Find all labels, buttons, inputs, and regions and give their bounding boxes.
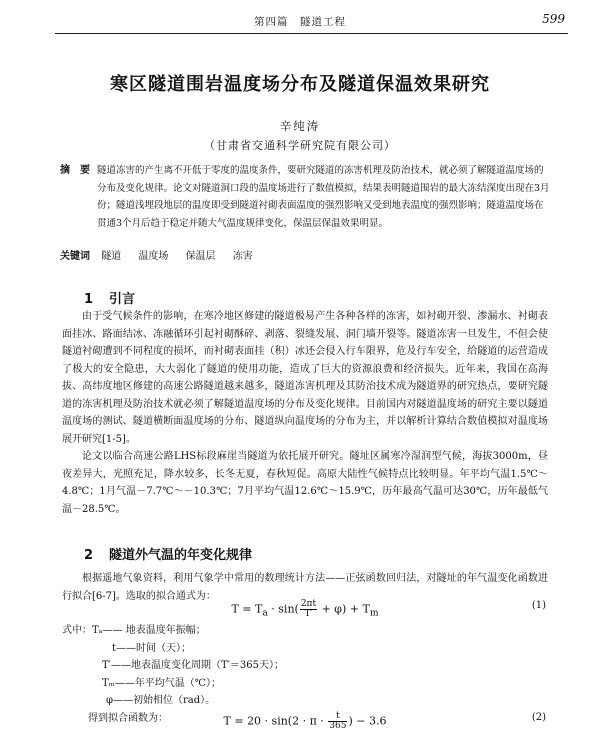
definition-row <box>62 692 548 710</box>
paper-title: 寒区隧道围岩温度场分布及隧道保温效果研究 <box>110 74 490 95</box>
eq-part: T = 20 · sin(2 · π · <box>223 714 328 728</box>
fit-label: 得到拟合函数为： <box>88 712 168 724</box>
keywords-label: 关键词 <box>60 251 90 262</box>
abstract <box>60 162 552 232</box>
section-number: 1 <box>84 292 94 307</box>
def-description: ——时间（天）； <box>116 642 192 654</box>
def-description: —— 地表温度年振幅； <box>102 625 206 636</box>
section-title: 引言 <box>109 292 136 307</box>
def-symbol: Tₐ <box>92 625 103 636</box>
header-rule <box>55 33 568 34</box>
paragraph: 论文以临合高速公路LHS标段麻崖当隧道为依托展开研究。隧址区属寒冷湿润型气候，海拔3000m，昼夜差异大，光照充足，降水较多，长冬无夏，春秋短促。高原大陆性气候特点比较明显。年平均气温1.5℃～4.8℃；1月气温－7.7℃～－10.3℃；7月平均气温12.6℃～15.9℃，历年最高气温可达30℃，历年最低气温－28.5℃。 <box>62 451 548 515</box>
definitions-intro: 式中： <box>62 625 92 636</box>
def-symbol: φ <box>106 695 114 706</box>
paragraph: 由于受气候条件的影响，在寒冷地区修建的隧道极易产生各种各样的冻害，如衬砌开裂、渗漏水、衬砌表面挂冰、路面结冰、冻融循环引起衬砌酥碎、剥落、裂缝发展、洞门墙开裂等。隧道冻害一旦发生，不但会使隧道衬砌遭到不同程度的损坏，而衬砌表面挂（积）冰还会侵入行车限界，危及行车安全，给隧道的运营造成了极大的安全隐患，大大弱化了隧道的使用功能，造成了巨大的资源浪费和经济损失。近年来，我国在高海拔、高纬度地区修建的高速公路隧道越来越多，隧道冻害机理及其防治技术成为隧道界的研究热点，要研究隧道的冻害机理及防治技术就必须了解隧道温度场的分布及变化规律。目前国内对隧道温度场的研究主要以隧道温度场的测试、隧道横断面温度场的分布、隧道纵向温度场的分布为主，并以解析计算结合数值模拟对温度场展开研究[1-5]。 <box>62 311 548 445</box>
affiliation: （甘肃省交通科学研究院有限公司） <box>204 139 396 152</box>
eq-part: T = T <box>231 602 263 616</box>
section-number: 2 <box>84 548 94 563</box>
equation-2-body <box>62 712 548 731</box>
eq-sub: a <box>262 607 268 619</box>
chapter-label: 第四篇 隧道工程 <box>254 16 346 28</box>
eq-denominator: T′ <box>304 609 313 619</box>
eq-numerator: t <box>328 712 347 722</box>
eq-part: ) − 3.6 <box>348 714 387 728</box>
eq-part: + φ) + T <box>318 602 370 616</box>
definition-row <box>62 675 548 693</box>
equation-2 <box>62 712 548 736</box>
eq-part: · sin( <box>267 602 299 616</box>
paragraph: 根据遥地气象资料，利用气象学中常用的数理统计方法——正弦函数回归法，对隧址的年气温变化函数进行拟合[6-7]。选取的拟合通式为： <box>62 573 548 602</box>
keyword: 保温层 <box>185 251 216 262</box>
definition-row <box>62 657 548 675</box>
keyword: 温度场 <box>138 251 169 262</box>
def-symbol: T′ <box>102 660 111 671</box>
def-symbol: Tₘ <box>102 677 115 689</box>
page-number: 599 <box>542 12 565 26</box>
definition-row <box>62 640 548 658</box>
equation-number: (1) <box>531 600 546 611</box>
equation-1-body <box>62 600 548 619</box>
eq-fraction <box>300 600 317 619</box>
author: 辛纯涛 <box>279 119 321 133</box>
keyword: 冻害 <box>232 251 253 262</box>
eq-fraction <box>328 712 347 731</box>
keyword: 隧道 <box>101 251 122 262</box>
eq-sub: m <box>369 607 379 619</box>
keywords <box>60 247 550 262</box>
abstract-label: 摘 要 <box>60 165 90 176</box>
def-symbol: t <box>112 642 117 654</box>
abstract-text: 隧道冻害的产生离不开低于零度的温度条件，要研究隧道的冻害机理及防治技术，就必须了解隧道温度场的分布及变化规律。论文对隧道洞口段的温度场进行了数值模拟，结果表明隧道围岩的最大冻结深度出现在3月份；隧道浅埋段地层的温度即受到隧道衬砌表面温度的强烈影响又受到地表温度的强烈影响；隧道温度场在贯通3个月后趋于稳定并随大气温度规律变化，保温层保温效果明显。 <box>97 165 550 229</box>
eq-numerator: 2πt <box>300 599 317 609</box>
def-description: ——年平均气温（℃）； <box>114 677 221 689</box>
def-description: ——地表温度变化周期（T′＝365天）； <box>110 660 284 671</box>
definition-row <box>62 622 548 640</box>
def-description: ——初始相位（rad）。 <box>113 695 216 706</box>
section-heading-1 <box>84 288 135 307</box>
intro-body <box>62 308 548 518</box>
section-heading-2 <box>84 544 252 563</box>
section-title: 隧道外气温的年变化规律 <box>109 548 253 563</box>
equation-number: (2) <box>531 712 546 723</box>
equation-1 <box>62 600 548 624</box>
eq-denominator: 365 <box>329 721 347 731</box>
running-header <box>0 6 600 28</box>
